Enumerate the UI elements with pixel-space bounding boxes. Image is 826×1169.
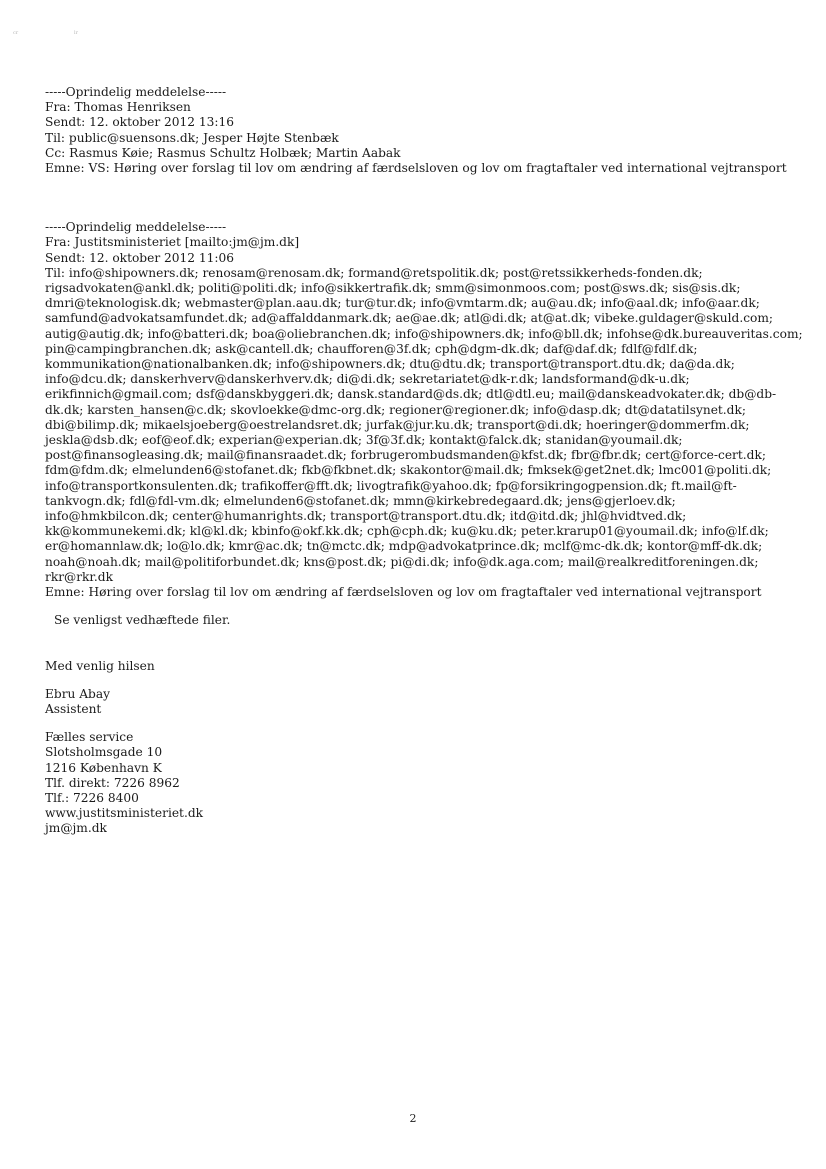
- message-separator: -----Oprindelig meddelelse-----: [45, 85, 227, 99]
- recipient-line: info@dcu.dk; danskerhverv@danskerhverv.dk; di@di.dk; sekretariatet@dk-r.dk; landsformand@dk-u.dk;: [45, 372, 690, 387]
- website-link[interactable]: www.justitsministeriet.dk: [45, 806, 204, 821]
- recipient-line: rkr@rkr.dk: [45, 569, 113, 584]
- address-line: Fælles service: [45, 730, 134, 745]
- greeting: Med venlig hilsen: [45, 658, 155, 673]
- original-message-header-1: [45, 85, 787, 176]
- phone-main: Tlf.: 7226 8400: [45, 790, 139, 805]
- cc-field: Cc: Rasmus Køie; Rasmus Schultz Holbæk; Martin Aabak: [45, 145, 401, 160]
- subject-field: Emne: Høring over forslag til lov om ændring af færdselsloven og lov om fragtaftaler ved international vejtransport: [45, 585, 762, 600]
- recipient-line: post@finansogleasing.dk; mail@finansraadet.dk; forbrugerombudsmanden@kfst.dk; fbr@fbr.dk; cert@force-cert.dk;: [45, 448, 766, 463]
- from-field: Fra: Justitsministeriet [mailto:jm@jm.dk]: [45, 235, 300, 250]
- recipient-line: samfund@advokatsamfundet.dk; ad@affalddanmark.dk; ae@ae.dk; atl@di.dk; at@at.dk; vibeke.guldager@skuld.com;: [45, 311, 774, 326]
- recipient-line: autig@autig.dk; info@batteri.dk; boa@oliebranchen.dk; info@shipowners.dk; info@bll.dk; infohse@dk.bureauveritas.com;: [45, 326, 803, 341]
- attachment-note: Se venligst vedhæftede filer.: [54, 613, 231, 628]
- recipient-line: kk@kommunekemi.dk; kl@kl.dk; kbinfo@okf.kk.dk; cph@cph.dk; ku@ku.dk; peter.krarup01@youmail.dk; info@lf.dk;: [45, 524, 769, 539]
- recipient-line: tankvogn.dk; fdl@fdl-vm.dk; elmelunden6@stofanet.dk; mmn@kirkebredegaard.dk; jens@gjerloev.dk;: [45, 493, 676, 508]
- recipient-line: dmri@teknologisk.dk; webmaster@plan.aau.dk; tur@tur.dk; info@vmtarm.dk; au@au.dk; info@aal.dk; info@aar.dk;: [45, 296, 760, 311]
- recipient-line: info@hmkbilcon.dk; center@humanrights.dk; transport@transport.dtu.dk; itd@itd.dk; jhl@hvidtved.dk;: [45, 509, 687, 524]
- recipient-line: pin@campingbranchen.dk; ask@cantell.dk; chaufforen@3f.dk; cph@dgm-dk.dk; daf@daf.dk; fdlf@fdlf.dk;: [45, 341, 698, 356]
- from-field: Fra: Thomas Henriksen: [45, 100, 191, 115]
- to-field: Til: public@suensons.dk; Jesper Højte Stenbæk: [45, 130, 339, 145]
- subject-field: Emne: VS: Høring over forslag til lov om ændring af færdselsloven og lov om fragtaftaler ved international vejtransport: [45, 161, 787, 176]
- recipient-line: fdm@fdm.dk; elmelunden6@stofanet.dk; fkb@fkbnet.dk; skakontor@mail.dk; fmksek@get2net.dk; lmc001@politi.dk;: [45, 463, 772, 478]
- scan-mark: cr: [13, 30, 19, 36]
- recipient-line: erikfinnich@gmail.com; dsf@danskbyggeri.dk; dansk.standard@ds.dk; dtl@dtl.eu; mail@danskeadvokater.dk; db@db-: [45, 387, 777, 402]
- address-block: [45, 730, 780, 836]
- recipient-line: info@transportkonsulenten.dk; trafikoffer@fft.dk; livogtrafik@yahoo.dk; fp@forsikringogpension.dk; ft.mail@ft-: [45, 478, 737, 493]
- recipient-line: dk.dk; karsten_hansen@c.dk; skovloekke@dmc-org.dk; regioner@regioner.dk; info@dasp.dk; dt@datatilsynet.dk;: [45, 402, 746, 417]
- original-message-header-2: [45, 220, 803, 600]
- email-link[interactable]: jm@jm.dk: [45, 821, 107, 836]
- address-line: Slotsholmsgade 10: [45, 745, 163, 760]
- recipient-line: dbi@bilimp.dk; mikaelsjoeberg@oestrelandsret.dk; jurfak@jur.ku.dk; transport@di.dk; hoeringer@dommerfm.dk;: [45, 417, 750, 432]
- sender-title: Assistent: [45, 701, 102, 716]
- recipient-line: rigsadvokaten@ankl.dk; politi@politi.dk; info@sikkertrafik.dk; smm@simonmoos.com; post@sws.dk; sis@sis.dk;: [45, 281, 741, 296]
- recipient-line: jeskla@dsb.dk; eof@eof.dk; experian@experian.dk; 3f@3f.dk; kontakt@falck.dk; stanidan@youmail.dk;: [45, 433, 683, 448]
- recipient-list: [45, 265, 803, 585]
- signature: [45, 687, 780, 717]
- phone-direct: Tlf. direkt: 7226 8962: [45, 775, 180, 790]
- email-document: [45, 85, 803, 837]
- message-separator: -----Oprindelig meddelelse-----: [45, 220, 227, 235]
- page-number: 2: [409, 1112, 417, 1125]
- scan-mark: lr: [74, 30, 78, 36]
- sent-field: Sendt: 12. oktober 2012 13:16: [45, 115, 235, 130]
- recipient-line: er@homannlaw.dk; lo@lo.dk; kmr@ac.dk; tn@mctc.dk; mdp@advokatprince.dk; mclf@mc-dk.dk; kontor@mff-dk.dk;: [45, 539, 763, 554]
- recipient-line: Til: info@shipowners.dk; renosam@renosam.dk; formand@retspolitik.dk; post@retssikkerheds-fonden.dk;: [45, 265, 703, 280]
- sender-name: Ebru Abay: [45, 686, 111, 701]
- recipient-line: kommunikation@nationalbanken.dk; info@shipowners.dk; dtu@dtu.dk; transport@transport.dtu.dk; da@da.dk;: [45, 357, 735, 372]
- address-line: 1216 København K: [45, 760, 162, 775]
- sent-field: Sendt: 12. oktober 2012 11:06: [45, 250, 235, 265]
- recipient-line: noah@noah.dk; mail@politiforbundet.dk; kns@post.dk; pi@di.dk; info@dk.aga.com; mail@realkreditforeningen.dk;: [45, 554, 759, 569]
